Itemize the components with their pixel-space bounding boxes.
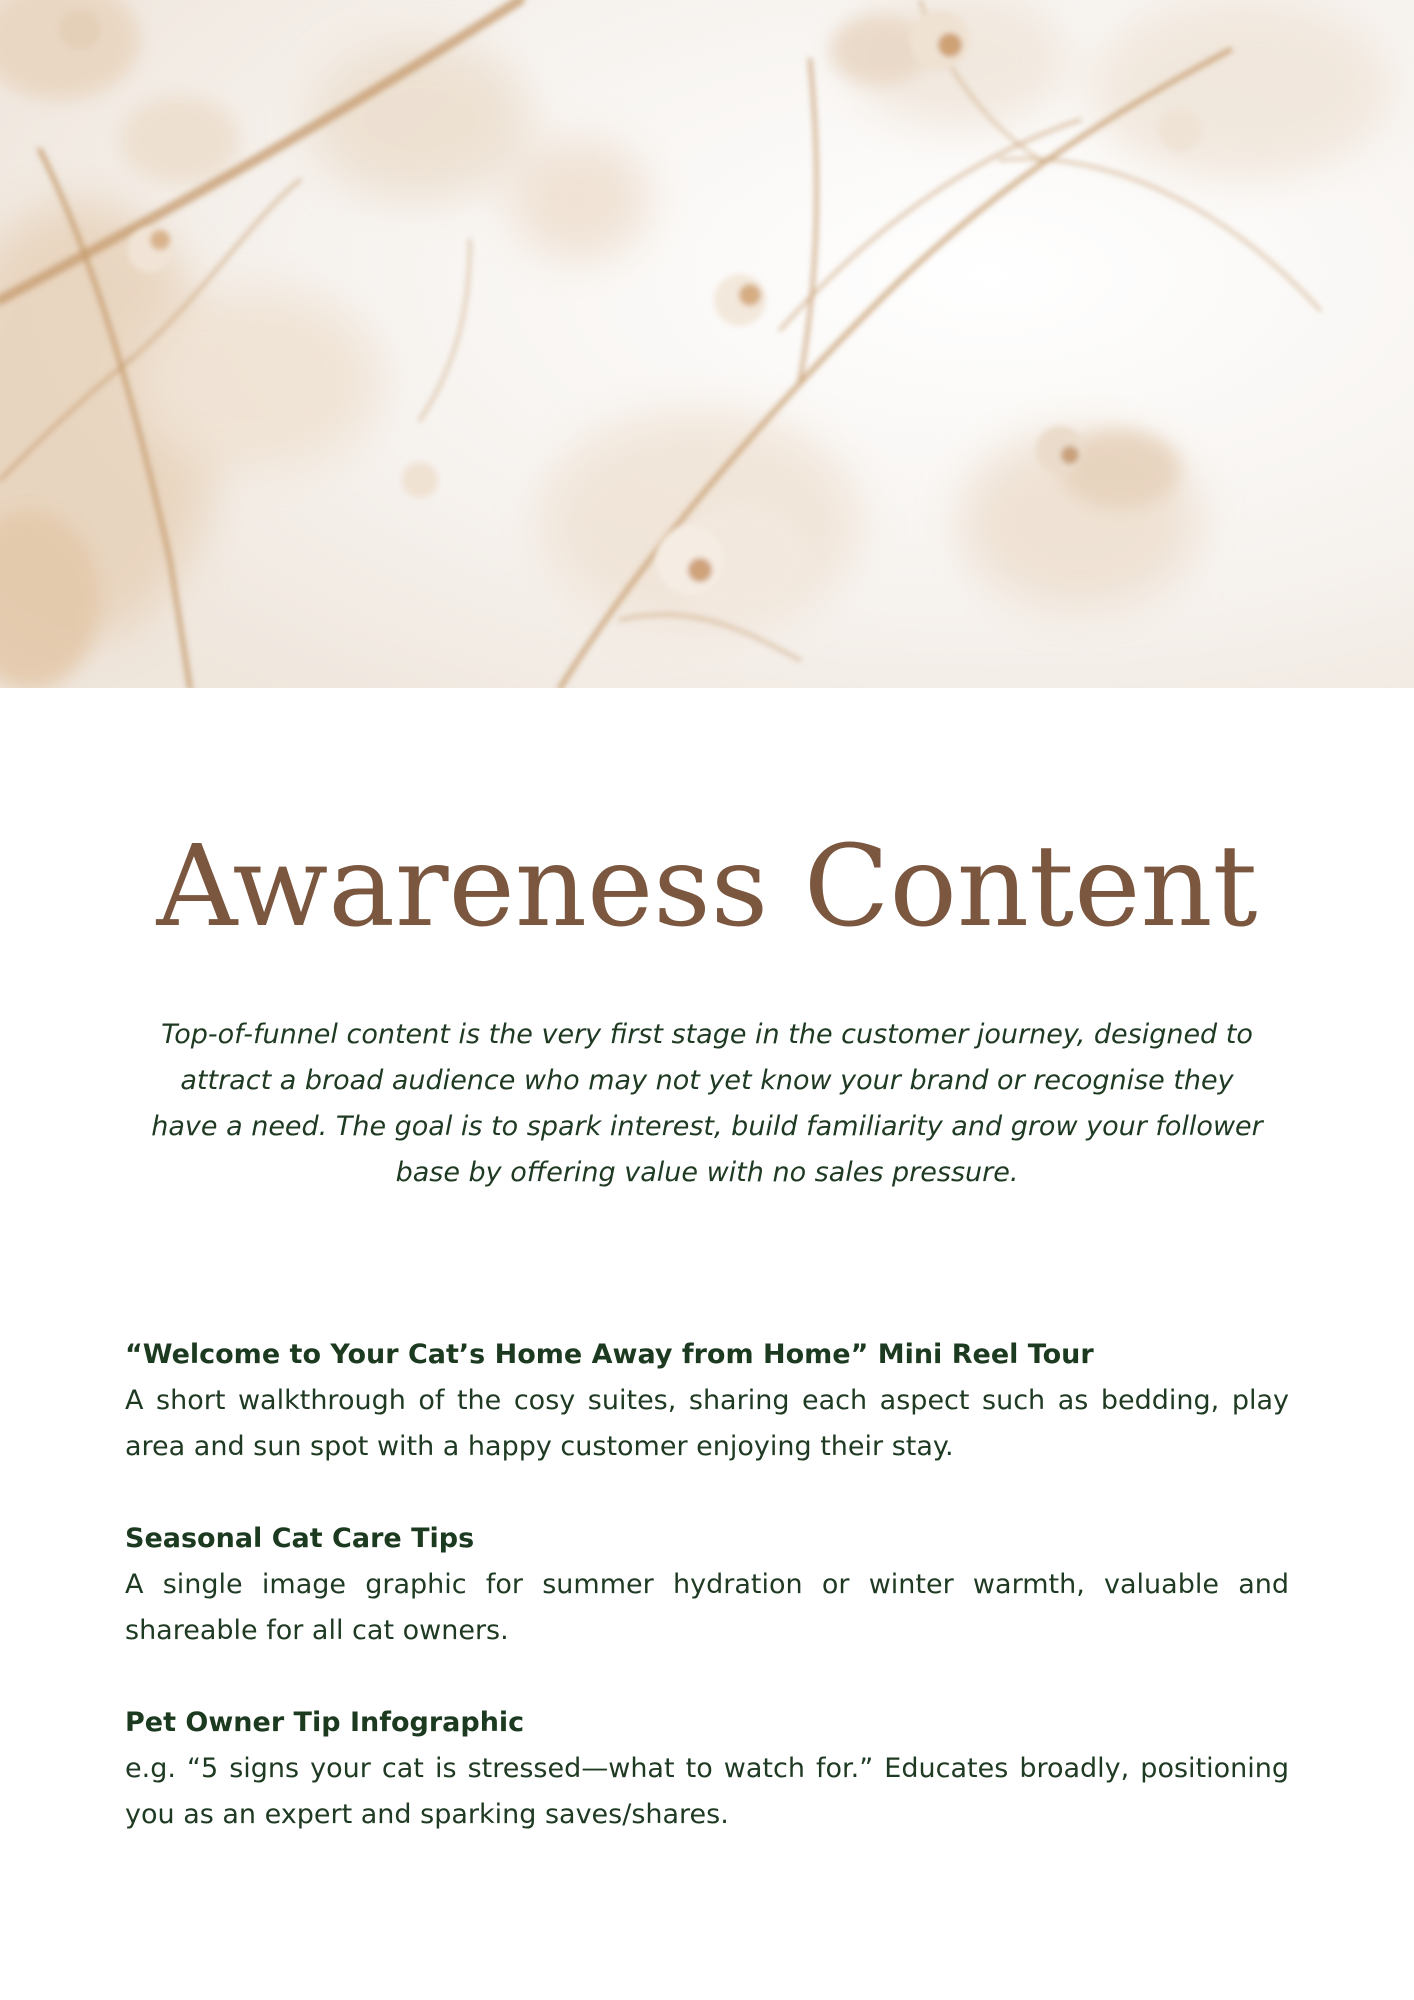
content-idea-title: Pet Owner Tip Infographic bbox=[125, 1707, 525, 1738]
page-title: Awareness Content bbox=[156, 822, 1258, 952]
hero-image-dried-flowers bbox=[0, 0, 1414, 688]
content-idea-description: A single image graphic for summer hydration or winter warmth, valuable and shareable for all cat owners. bbox=[125, 1569, 1289, 1646]
intro-paragraph: Top-of-funnel content is the very first stage in the customer journey, designed to attract a broad audience who may not yet know your brand or recognise they have a need. The goal is to spark interest, build familiarity and grow your follower base by offering value with no sales pressure. bbox=[151, 1019, 1263, 1188]
content-idea-item bbox=[125, 1516, 1289, 1654]
content-idea-description: e.g. “5 signs your cat is stressed—what to watch for.” Educates broadly, positioning you as an expert and sparking saves/shares. bbox=[125, 1753, 1289, 1830]
content-idea-item bbox=[125, 1700, 1289, 1838]
content-ideas-list bbox=[125, 1332, 1289, 1884]
content-idea-title: Seasonal Cat Care Tips bbox=[125, 1523, 475, 1554]
content-idea-description: A short walkthrough of the cosy suites, sharing each aspect such as bedding, play area and sun spot with a happy customer enjoying their stay. bbox=[125, 1385, 1289, 1462]
content-idea-title: “Welcome to Your Cat’s Home Away from Home” Mini Reel Tour bbox=[125, 1339, 1094, 1370]
dried-flowers-illustration bbox=[0, 0, 1414, 688]
content-idea-item bbox=[125, 1332, 1289, 1470]
